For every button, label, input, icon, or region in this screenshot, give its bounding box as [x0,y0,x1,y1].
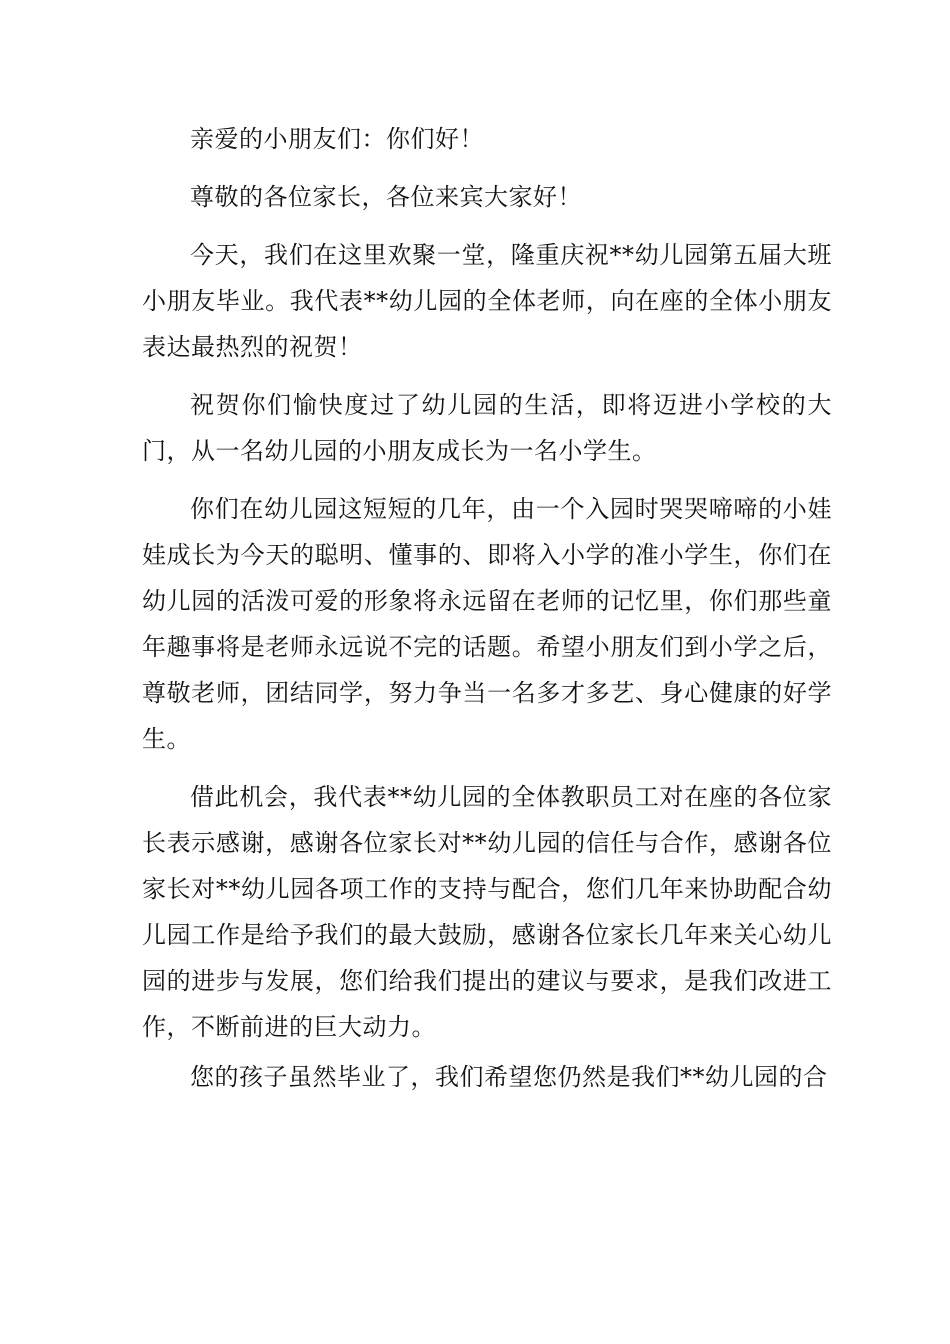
paragraph-thanks-parents: 借此机会，我代表**幼儿园的全体教职员工对在座的各位家长表示感谢，感谢各位家长对**幼儿园的信任与合作，感谢各位家长对**幼儿园各项工作的支持与配合，您们几年来协助配合幼儿园工作是给予我们的最大鼓励，感谢各位家长几年来关心幼儿园的进步与发展，您们给我们提出的建议与要求，是我们改进工作，不断前进的巨大动力。 [142,783,832,1041]
paragraph-congratulations: 祝贺你们愉快度过了幼儿园的生活，即将迈进小学校的大门，从一名幼儿园的小朋友成长为一名小学生。 [142,391,832,465]
greeting-parents-guests: 尊敬的各位家长，各位来宾大家好！ [190,183,582,211]
paragraph-continued: 您的孩子虽然毕业了，我们希望您仍然是我们**幼儿园的合 [190,1063,828,1091]
paragraph-celebration: 今天，我们在这里欢聚一堂，隆重庆祝**幼儿园第五届大班小朋友毕业。我代表**幼儿园的全体老师，向在座的全体小朋友表达最热烈的祝贺！ [142,241,832,361]
document-body [142,116,832,1100]
paragraph-kindergarten-years: 你们在幼儿园这短短的几年，由一个入园时哭哭啼啼的小娃娃成长为今天的聪明、懂事的、即将入小学的准小学生，你们在幼儿园的活泼可爱的形象将永远留在老师的记忆里，你们那些童年趣事将是老师永远说不完的话题。希望小朋友们到小学之后，尊敬老师，团结同学，努力争当一名多才多艺、身心健康的好学生。 [142,495,832,753]
greeting-children: 亲爱的小朋友们：你们好！ [190,125,484,153]
